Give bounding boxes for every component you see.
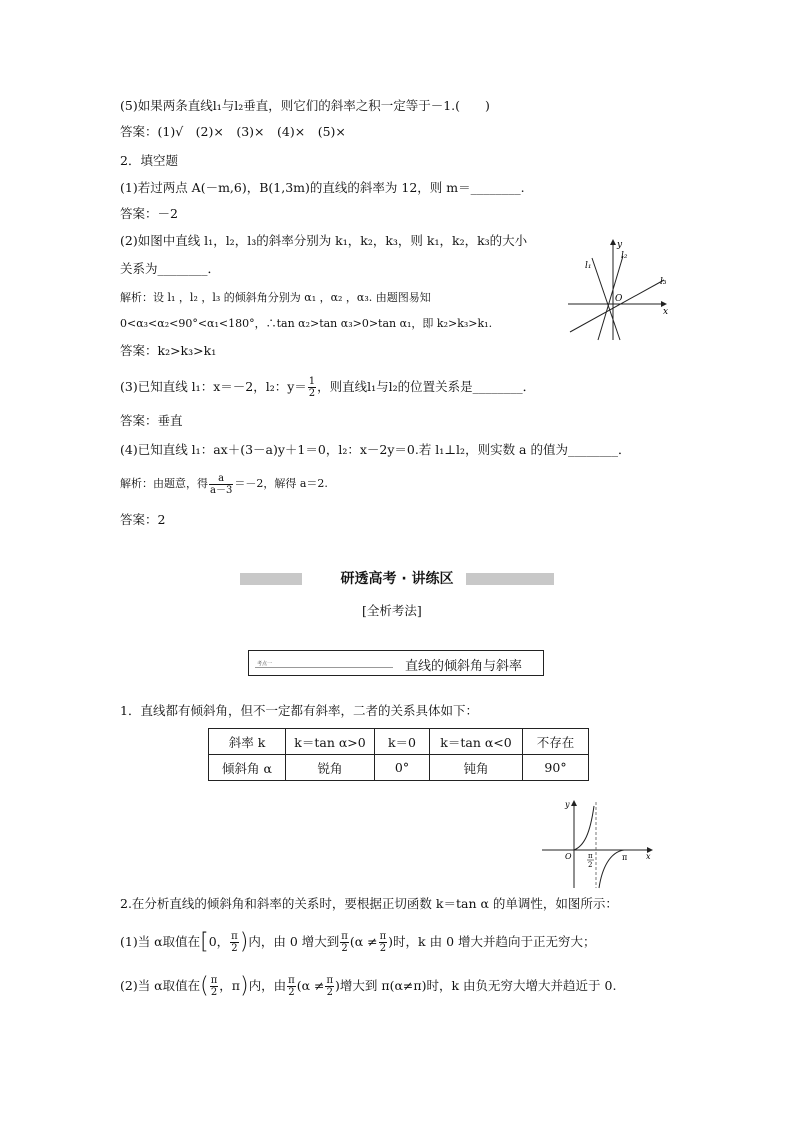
kaodian-label: 考点一	[257, 661, 273, 667]
p4-part-c: 内，由	[248, 978, 287, 993]
question-2-line1: (2)如图中直线 l₁，l₂，l₃的斜率分别为 k₁，k₂，k₃，则 k₁，k₂，k₃的大小	[120, 233, 528, 248]
table-row	[209, 755, 589, 781]
q3-text-pre: (3)已知直线 l₁：x＝－2，l₂：y＝	[120, 379, 307, 394]
paragraph-2: 2.在分析直线的倾斜角和斜率的关系时，要根据正切函数 k＝tan α 的单调性，如图所示：	[120, 896, 618, 911]
l3-label: l₃	[660, 277, 667, 287]
section-2-heading: 2．填空题	[120, 153, 178, 168]
l1-label: l₁	[585, 261, 592, 271]
question-4: (4)已知直线 l₁：ax＋(3－a)y＋1＝0，l₂：x－2y＝0.若 l₁⊥l₂，则实数 a 的值为________．	[120, 442, 631, 457]
question-2-analysis-2: 0<α₃<α₂<90°<α₁<180°，∴tan α₂>tan α₃>0>tan α₁，即 k₂>k₃>k₁.	[120, 317, 493, 330]
table-cell: k＝tan α>0	[286, 729, 375, 755]
q5-line: (5)如果两条直线l₁与l₂垂直，则它们的斜率之积一定等于－1.( )	[120, 98, 490, 113]
answers-1: 答案：(1)√ (2)× (3)× (4)× (5)×	[120, 124, 346, 139]
table-cell: k＝0	[375, 729, 430, 755]
banner-bar-left	[240, 573, 302, 585]
table-cell: 90°	[523, 755, 589, 781]
paragraph-3	[120, 928, 596, 957]
fraction-pi-over-2	[340, 931, 349, 954]
sub-title: [全析考法]	[362, 603, 422, 618]
table-cell: k＝tan α<0	[430, 729, 523, 755]
question-2-analysis-1: 解析：设 l₁ ，l₂ ，l₃ 的倾斜角分别为 α₁ ，α₂ ，α₃. 由题图易知	[120, 291, 431, 304]
table-cell: 倾斜角 α	[209, 755, 286, 781]
p4-part-b: ，π	[219, 978, 241, 993]
fraction-numerator: 1	[308, 376, 316, 387]
paren-left: (	[200, 973, 209, 999]
paragraph-1: 1．直线都有倾斜角，但不一定都有斜率，二者的关系具体如下：	[120, 703, 478, 718]
three-lines-figure	[568, 236, 672, 342]
slope-angle-table	[208, 728, 589, 781]
answer-1: 答案：－2	[120, 206, 178, 221]
question-1: (1)若过两点 A(－m,6)，B(1,3m)的直线的斜率为 12，则 m＝________.	[120, 180, 525, 195]
answer-3: 答案：垂直	[120, 413, 183, 428]
fraction-denominator: 2	[308, 388, 316, 399]
fraction-denominator: 2	[210, 987, 218, 998]
table-cell: 斜率 k	[209, 729, 286, 755]
x-label: x	[663, 307, 669, 317]
p3-part-c: 内，由 0 增大到	[248, 934, 340, 949]
kaodian-box	[248, 650, 544, 676]
pi-label: π	[622, 853, 628, 862]
answer-4: 答案：2	[120, 512, 166, 527]
q3-text-post: ，则直线l₁与l₂的位置关系是________．	[317, 379, 536, 394]
fraction-denominator: 2	[231, 943, 238, 954]
y-label: y	[617, 240, 623, 250]
line-l3	[570, 280, 664, 332]
kaodian-title: 直线的倾斜角与斜率	[405, 659, 523, 674]
p4-part-a: (2)当 α取值在	[120, 978, 201, 993]
banner-bar-right	[466, 573, 554, 585]
paragraph-4	[120, 972, 616, 1001]
p3-part-e: )时，k 由 0 增大并趋向于正无穷大；	[388, 934, 596, 949]
table-row	[209, 729, 589, 755]
fraction-one-half	[308, 376, 316, 399]
origin-label: O	[615, 294, 623, 304]
fraction-numerator: π	[379, 931, 387, 942]
fraction-numerator: π	[288, 975, 295, 986]
fraction-denominator: 2	[341, 943, 348, 954]
table-cell: 0°	[375, 755, 430, 781]
paren-right: )	[239, 929, 249, 955]
p3-part-b: 0，	[208, 934, 230, 949]
fraction-numerator: π	[326, 975, 334, 986]
kaodian-underline	[255, 667, 393, 668]
banner-title: 研透高考 · 讲练区	[340, 571, 454, 587]
fraction-pi-over-2	[325, 975, 334, 998]
section-banner	[240, 570, 554, 588]
fraction-denominator: 2	[326, 987, 333, 998]
p4-part-e: )增大到 π(α≠π)时，k 由负无穷大增大并趋近于 0.	[335, 978, 617, 993]
tan-curve-left	[574, 806, 594, 850]
tangent-curve-figure	[540, 798, 658, 890]
question-3	[120, 376, 535, 399]
fraction-denominator: 2	[288, 987, 295, 998]
p4-part-d: (α ≠	[296, 978, 325, 993]
table-cell: 不存在	[523, 729, 589, 755]
table-cell: 钝角	[430, 755, 523, 781]
question-4-analysis	[120, 472, 328, 496]
fraction-pi-over-2	[230, 931, 239, 954]
fraction-denominator: a－3	[210, 484, 233, 496]
q4-analysis-pre: 解析：由题意，得	[120, 477, 208, 490]
fraction-numerator: a	[209, 473, 233, 485]
question-2-line2: 关系为________．	[120, 261, 221, 276]
x-label: x	[646, 852, 651, 861]
fraction-denominator: 2	[379, 943, 387, 954]
p3-part-a: (1)当 α取值在	[120, 934, 201, 949]
table-cell: 锐角	[286, 755, 375, 781]
fraction-pi-over-2	[210, 975, 219, 998]
fraction-numerator: π	[341, 931, 348, 942]
fraction-a-over-a-minus-3	[209, 473, 233, 496]
fraction-numerator: π	[210, 975, 218, 986]
half-pi-numerator: π	[588, 852, 593, 860]
p3-part-d: (α ≠	[349, 934, 378, 949]
tan-curve-right	[599, 850, 624, 888]
fraction-pi-over-2	[379, 931, 388, 954]
l2-label: l₂	[621, 251, 628, 261]
half-pi-denominator: 2	[588, 861, 593, 869]
paren-right: )	[240, 973, 249, 999]
answer-2: 答案：k₂>k₃>k₁	[120, 343, 217, 358]
q4-analysis-post: ＝－2，解得 a＝2.	[234, 477, 328, 490]
fraction-pi-over-2	[287, 975, 296, 998]
bracket-left: [	[200, 929, 209, 955]
y-label: y	[565, 800, 570, 809]
fraction-numerator: π	[231, 931, 238, 942]
origin-label: O	[565, 852, 572, 861]
